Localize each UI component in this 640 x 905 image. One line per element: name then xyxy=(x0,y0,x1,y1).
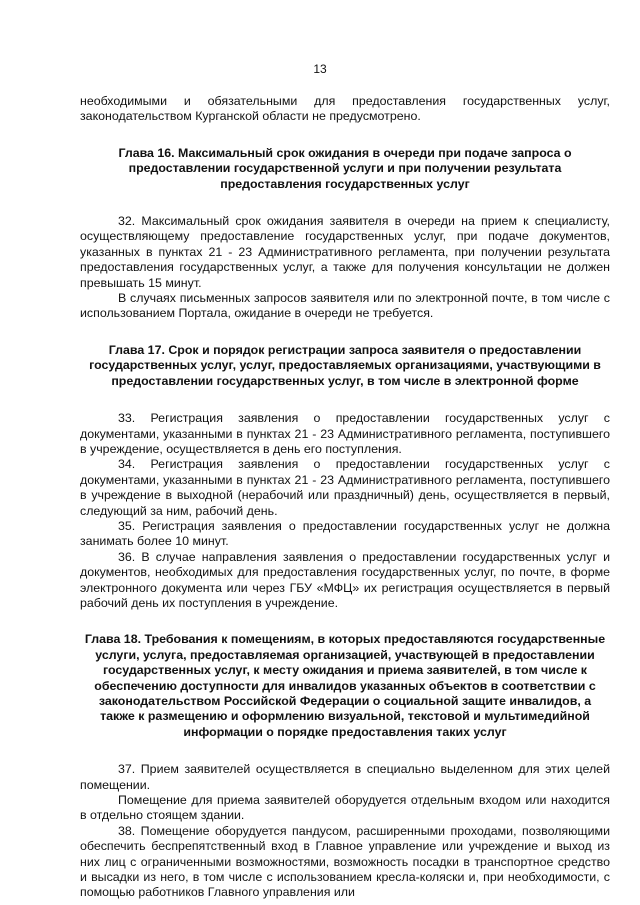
chapter-16-heading: Глава 16. Максимальный срок ожидания в очереди при подаче запроса о предоставлении государственной услуги и при получении результата предоставления государственных услуг xyxy=(118,145,572,191)
paragraph-36: 36. В случае направления заявления о предоставлении государственных услуг и документов, необходимых для предоставления государственных услуг, по почте, в форме электронного документа или через ГБУ «МФЦ» их регистрация осуществляется в первый рабочий день их поступления в учреждение. xyxy=(80,549,610,610)
page-content xyxy=(80,94,610,901)
paragraph-32-cont: В случаях письменных запросов заявителя или по электронной почте, в том числе с использованием Портала, ожидание в очереди не требуется. xyxy=(80,291,610,321)
paragraph-32: 32. Максимальный срок ожидания заявителя в очереди на прием к специалисту, осуществляющему предоставление государственных услуг, при подаче документов, указанных в пунктах 21 - 23 Административного регламента, при получении результата предоставления государственных услуг, а также для получения консультации не должен превышать 15 минут. xyxy=(80,214,610,290)
chapter-17-heading: Глава 17. Срок и порядок регистрации запроса заявителя о предоставлении государственных услуг, услуг, предоставляемых организациями, участвующими в предоставлении государственных услуг, в том числе в электронной форме xyxy=(89,342,601,388)
page-number: 13 xyxy=(313,62,327,76)
intro-paragraph: необходимыми и обязательными для предоставления государственных услуг, законодательством Курганской области не предусмотрено. xyxy=(80,94,610,124)
paragraph-38: 38. Помещение оборудуется пандусом, расширенными проходами, позволяющими обеспечить беспрепятственный вход в Главное управление или учреждение и выход из них лиц с ограниченными возможностями, возможность посадки в транспортное средство и высадки из него, в том числе с использованием кресла-коляски и, при необходимости, с помощью работников Главного управления или xyxy=(80,823,610,900)
paragraph-37-cont: Помещение для приема заявителей оборудуется отдельным входом или находится в отдельно стоящем здании. xyxy=(80,793,610,823)
paragraph-35: 35. Регистрация заявления о предоставлении государственных услуг не должна занимать более 10 минут. xyxy=(80,518,610,549)
paragraph-37: 37. Прием заявителей осуществляется в специально выделенном для этих целей помещении. xyxy=(80,762,610,792)
chapter-16-body xyxy=(80,214,610,322)
chapter-18-body xyxy=(80,762,610,901)
paragraph-33: 33. Регистрация заявления о предоставлении государственных услуг с документами, указанными в пунктах 21 - 23 Административного регламента, поступившего в учреждение, осуществляется в день его поступления. xyxy=(80,411,610,456)
paragraph-34: 34. Регистрация заявления о предоставлении государственных услуг с документами, указанными в пунктах 21 - 23 Административного регламента, поступившего в учреждение в выходной (нерабочий или праздничный) день, осуществляется в первый, следующий за ним, рабочий день. xyxy=(80,457,610,518)
chapter-18-heading: Глава 18. Требования к помещениям, в которых предоставляются государственные услуги, услуга, предоставляемая организацией, участвующей в предоставлении государственных услуг, к месту ожидания и приема заявителей, в том числе к обеспечению доступности для инвалидов указанных объектов в соответствии с законодательством Российской Федерации о социальной защите инвалидов, а также к размещению и оформлению визуальной, текстовой и мультимедийной информации о порядке предоставления таких услуг xyxy=(84,632,606,739)
chapter-17-body xyxy=(80,411,610,611)
